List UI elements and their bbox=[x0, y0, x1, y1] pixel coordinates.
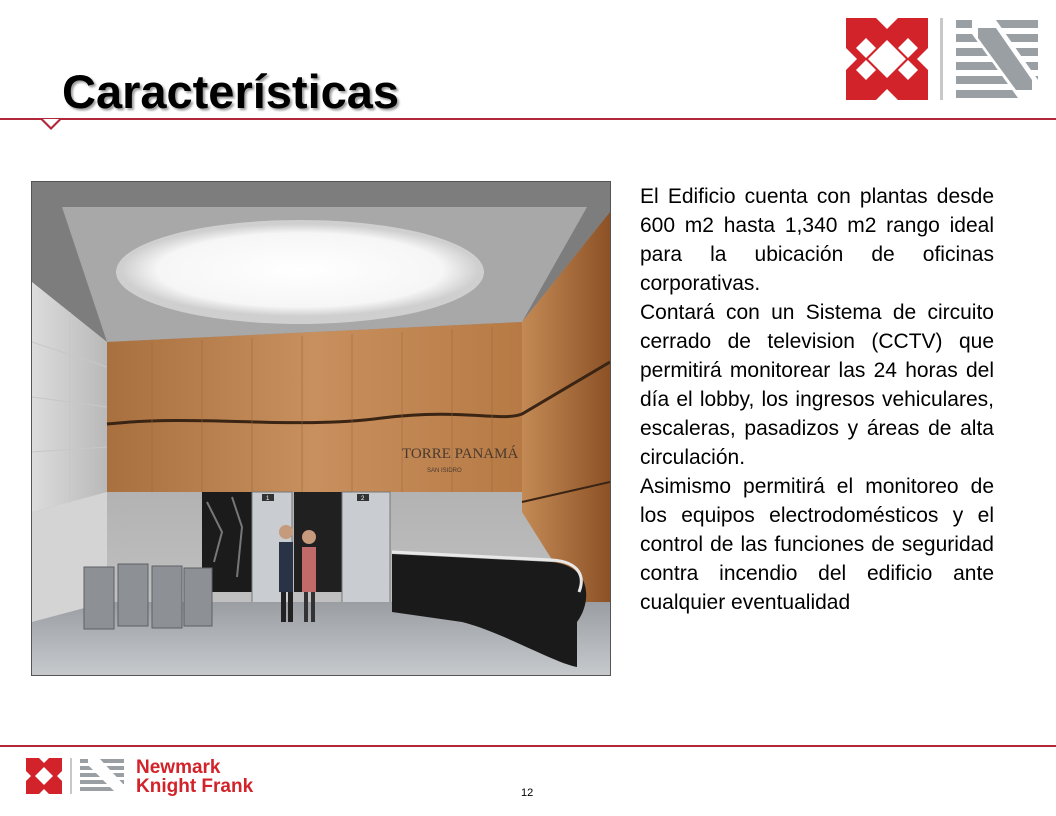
header-divider bbox=[0, 118, 1056, 120]
paragraph-cctv: Contará con un Sistema de circuito cerrado de television (CCTV) que permitirá monitorear las 24 horas del día el lobby, los ingresos vehiculares, escaleras, pasadizos y áreas de alta circulación. bbox=[640, 301, 994, 469]
elevator-2-number: 2 bbox=[361, 496, 365, 502]
newmark-n-mark bbox=[956, 20, 1038, 98]
brand-name bbox=[136, 758, 253, 796]
lobby-rendering-image bbox=[31, 181, 611, 676]
paragraph-floors: El Edificio cuenta con plantas desde 600 m2 hasta 1,340 m2 rango ideal para la ubicación de oficinas corporativas. bbox=[640, 185, 994, 295]
knight-frank-mark bbox=[846, 18, 928, 100]
paragraph-monitoring: Asimismo permitirá el monitoreo de los equipos electrodomésticos y el control de las funciones de seguridad contra incendio del edificio ante cualquier eventualidad bbox=[640, 475, 994, 614]
footer-logo bbox=[26, 758, 124, 794]
lobby-sign-text: TORRE PANAMÁ bbox=[402, 446, 519, 462]
elevator-1-number: 1 bbox=[266, 496, 270, 502]
brand-line-knight-frank: Knight Frank bbox=[136, 776, 254, 797]
page-number: 12 bbox=[521, 787, 534, 799]
newmark-knight-frank-logo bbox=[846, 18, 1038, 102]
description-text bbox=[640, 182, 994, 617]
brand-line-newmark: Newmark bbox=[136, 757, 221, 778]
page-title: Características bbox=[62, 65, 400, 118]
footer-divider bbox=[0, 745, 1056, 747]
lobby-sign-subtext: SAN ISIDRO bbox=[427, 468, 462, 474]
